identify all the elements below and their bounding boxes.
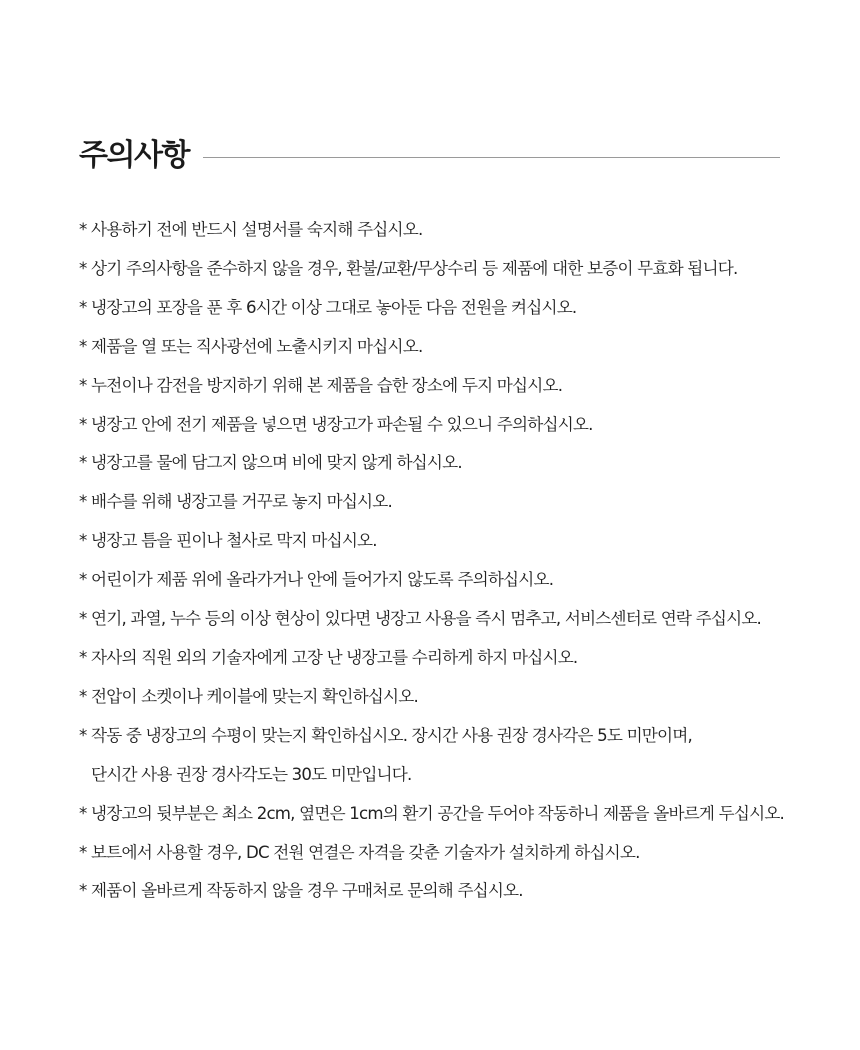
caution-item-continuation bbox=[79, 756, 839, 795]
caution-item bbox=[79, 678, 839, 717]
bullet-asterisk: * bbox=[79, 881, 87, 901]
caution-item bbox=[79, 483, 839, 522]
bullet-asterisk: * bbox=[79, 453, 87, 473]
bullet-asterisk: * bbox=[79, 609, 87, 629]
caution-text: 냉장고 틈을 핀이나 철사로 막지 마십시오. bbox=[91, 531, 377, 551]
caution-item bbox=[79, 717, 839, 756]
caution-item bbox=[79, 211, 839, 250]
caution-text: 제품이 올바르게 작동하지 않을 경우 구매처로 문의해 주십시오. bbox=[91, 881, 523, 901]
caution-text: 연기, 과열, 누수 등의 이상 현상이 있다면 냉장고 사용을 즉시 멈추고, 서비스센터로 연락 주십시오. bbox=[91, 609, 762, 629]
caution-item bbox=[79, 328, 839, 367]
caution-item bbox=[79, 289, 839, 328]
title-divider bbox=[203, 157, 780, 158]
bullet-asterisk: * bbox=[79, 336, 87, 356]
bullet-asterisk: * bbox=[79, 686, 87, 706]
caution-item bbox=[79, 872, 839, 911]
caution-text: 작동 중 냉장고의 수평이 맞는지 확인하십시오. 장시간 사용 권장 경사각은 5도 미만이며, bbox=[91, 725, 692, 745]
caution-text: 자사의 직원 외의 기술자에게 고장 난 냉장고를 수리하게 하지 마십시오. bbox=[91, 647, 578, 667]
caution-text: 제품을 열 또는 직사광선에 노출시키지 마십시오. bbox=[91, 336, 423, 356]
caution-text: 전압이 소켓이나 케이블에 맞는지 확인하십시오. bbox=[91, 686, 418, 706]
caution-list bbox=[79, 211, 839, 911]
caution-item bbox=[79, 561, 839, 600]
caution-item bbox=[79, 367, 839, 406]
caution-item bbox=[79, 600, 839, 639]
caution-text: 냉장고의 뒷부분은 최소 2cm, 옆면은 1cm의 환기 공간을 두어야 작동하니 제품을 올바르게 두십시오. bbox=[91, 803, 785, 823]
caution-item bbox=[79, 834, 839, 873]
bullet-asterisk: * bbox=[79, 414, 87, 434]
caution-text: 사용하기 전에 반드시 설명서를 숙지해 주십시오. bbox=[91, 220, 423, 239]
bullet-asterisk: * bbox=[79, 803, 87, 823]
caution-text: 냉장고의 포장을 푼 후 6시간 이상 그대로 놓아둔 다음 전원을 켜십시오. bbox=[91, 297, 577, 317]
bullet-asterisk: * bbox=[79, 258, 87, 278]
bullet-asterisk: * bbox=[79, 297, 87, 317]
caution-text: 단시간 사용 권장 경사각도는 30도 미만입니다. bbox=[91, 764, 412, 784]
caution-item bbox=[79, 795, 839, 834]
bullet-asterisk: * bbox=[79, 492, 87, 512]
caution-item bbox=[79, 250, 839, 289]
caution-text: 보트에서 사용할 경우, DC 전원 연결은 자격을 갖춘 기술자가 설치하게 하십시오. bbox=[91, 842, 640, 862]
caution-item bbox=[79, 444, 839, 483]
bullet-asterisk: * bbox=[79, 842, 87, 862]
bullet-asterisk: * bbox=[79, 725, 87, 745]
caution-text: 배수를 위해 냉장고를 거꾸로 놓지 마십시오. bbox=[91, 492, 392, 512]
caution-item bbox=[79, 522, 839, 561]
caution-header bbox=[79, 134, 780, 178]
bullet-asterisk: * bbox=[79, 531, 87, 551]
caution-text: 상기 주의사항을 준수하지 않을 경우, 환불/교환/무상수리 등 제품에 대한 보증이 무효화 됩니다. bbox=[91, 258, 738, 278]
caution-item bbox=[79, 406, 839, 445]
bullet-asterisk bbox=[79, 756, 91, 795]
caution-text: 누전이나 감전을 방지하기 위해 본 제품을 습한 장소에 두지 마십시오. bbox=[91, 375, 563, 395]
caution-item bbox=[79, 639, 839, 678]
bullet-asterisk: * bbox=[79, 570, 87, 590]
bullet-asterisk: * bbox=[79, 220, 87, 239]
bullet-asterisk: * bbox=[79, 375, 87, 395]
caution-text: 냉장고를 물에 담그지 않으며 비에 맞지 않게 하십시오. bbox=[91, 453, 462, 473]
bullet-asterisk: * bbox=[79, 647, 87, 667]
caution-text: 냉장고 안에 전기 제품을 넣으면 냉장고가 파손될 수 있으니 주의하십시오. bbox=[91, 414, 593, 434]
page-title: 주의사항 bbox=[79, 138, 189, 173]
caution-text: 어린이가 제품 위에 올라가거나 안에 들어가지 않도록 주의하십시오. bbox=[91, 570, 554, 590]
